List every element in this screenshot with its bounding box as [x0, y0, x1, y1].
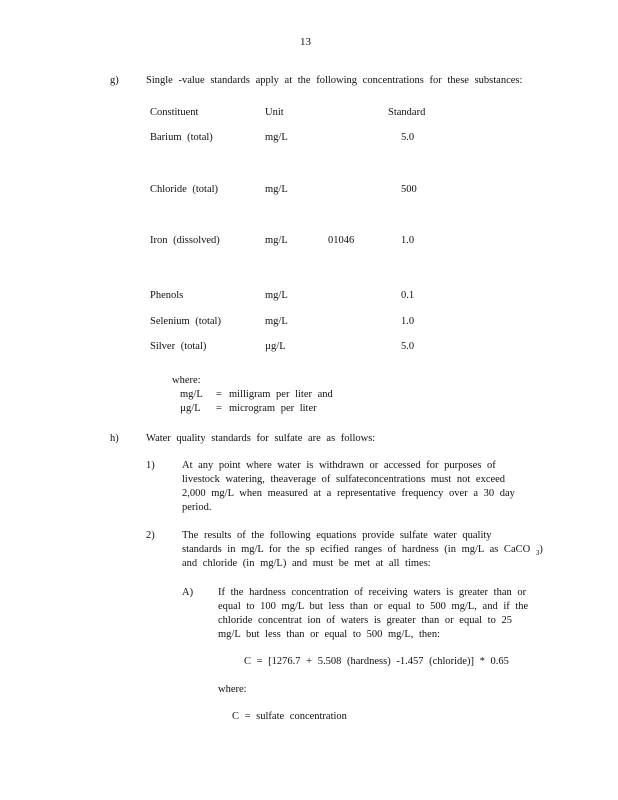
definition-equals: =	[216, 403, 222, 414]
item-2-line	[182, 544, 543, 557]
header-unit: Unit	[265, 107, 284, 118]
item-1-line: period.	[182, 502, 212, 513]
row-code: 01046	[328, 235, 355, 246]
row-constituent: Silver (total)	[150, 341, 207, 352]
sulfate-equation: C = [1276.7 + 5.508 (hardness) -1.457 (chloride)] * 0.65	[244, 656, 509, 667]
sub-a-marker: A)	[182, 587, 194, 598]
sub-a-definition: C = sulfate concentration	[232, 711, 347, 722]
section-h-marker: h)	[110, 433, 119, 444]
row-constituent: Barium (total)	[150, 132, 213, 143]
page-number: 13	[300, 36, 311, 48]
row-constituent: Iron (dissolved)	[150, 235, 220, 246]
header-standard: Standard	[388, 107, 426, 118]
caco3-close-paren: )	[539, 544, 543, 555]
row-standard: 1.0	[401, 316, 415, 327]
sub-a-line: equal to 100 mg/L but less than or equal to 500 mg/L, and if the	[218, 601, 529, 612]
row-unit: mg/L	[265, 184, 288, 195]
item-1-line: livestock watering, theaverage of sulfateconcentrations must not exceed	[182, 474, 506, 485]
item-2-line: The results of the following equations provide sulfate water quality	[182, 530, 492, 541]
definition-equals: =	[216, 389, 222, 400]
definition-meaning: microgram per liter	[229, 403, 317, 414]
row-standard: 1.0	[401, 235, 415, 246]
row-unit: mg/L	[265, 290, 288, 301]
row-standard: 500	[401, 184, 417, 195]
row-constituent: Selenium (total)	[150, 316, 221, 327]
row-unit: mg/L	[265, 235, 288, 246]
row-constituent: Phenols	[150, 290, 184, 301]
item-2-line: and chloride (in mg/L) and must be met at all times:	[182, 558, 431, 569]
sub-a-line: mg/L but less than or equal to 500 mg/L, then:	[218, 629, 440, 640]
row-unit: mg/L	[265, 132, 288, 143]
row-standard: 5.0	[401, 341, 415, 352]
item-2-marker: 2)	[146, 530, 155, 541]
section-h-intro: Water quality standards for sulfate are as follows:	[146, 433, 376, 444]
item-1-marker: 1)	[146, 460, 155, 471]
section-g-marker: g)	[110, 75, 119, 86]
row-standard: 0.1	[401, 290, 415, 301]
where-label: where:	[172, 375, 201, 386]
item-2-line-text: standards in mg/L for the sp ecified ranges of hardness (in mg/L as CaCO	[182, 544, 531, 555]
row-unit: µg/L	[265, 341, 286, 352]
row-standard: 5.0	[401, 132, 415, 143]
item-1-line: 2,000 mg/L when measured at a representative frequency over a 30 day	[182, 488, 515, 499]
sub-a-where-label: where:	[218, 684, 247, 695]
section-g-intro: Single -value standards apply at the following concentrations for these substances:	[146, 75, 523, 86]
caco3-subscript: 3	[535, 549, 540, 558]
row-unit: mg/L	[265, 316, 288, 327]
row-constituent: Chloride (total)	[150, 184, 219, 195]
item-1-line: At any point where water is withdrawn or accessed for purposes of	[182, 460, 496, 471]
definition-abbr: µg/L	[180, 403, 201, 414]
header-constituent: Constituent	[150, 107, 199, 118]
definition-meaning: milligram per liter and	[229, 389, 333, 400]
definition-abbr: mg/L	[180, 389, 203, 400]
sub-a-line: chloride concentrat ion of waters is greater than or equal to 25	[218, 615, 512, 626]
sub-a-line: If the hardness concentration of receiving waters is greater than or	[218, 587, 527, 598]
